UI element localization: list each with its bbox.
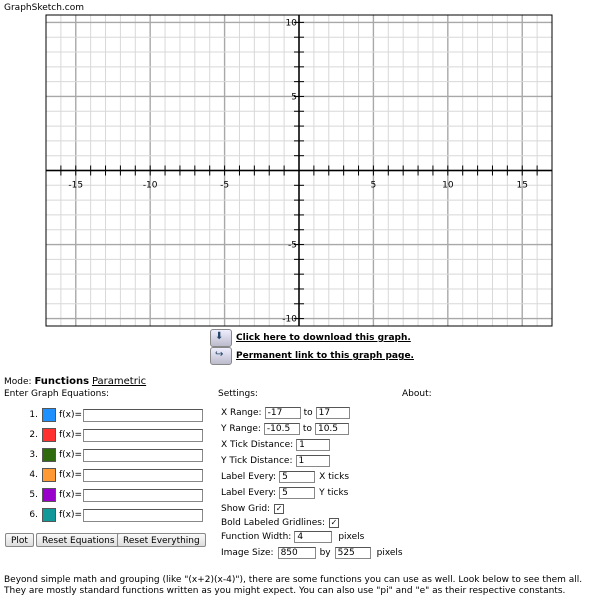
equation-input[interactable] [83,509,203,522]
function-width-label: Function Width: [221,532,292,542]
mode-parametric-link[interactable]: Parametric [91,376,147,387]
equation-row [22,427,203,443]
bold-grid-label: Bold Labeled Gridlines: [221,518,325,528]
color-swatch[interactable] [42,488,56,502]
download-row[interactable] [210,329,411,347]
fx-label: f(x)= [59,510,83,520]
function-width-input[interactable] [294,531,332,543]
x-ticks-suffix: X ticks [319,472,350,482]
x-tick-label: 10 [442,180,454,191]
image-width-input[interactable] [278,547,316,559]
equations-heading: Enter Graph Equations: [4,389,110,399]
y-tick-label: 5 [291,92,297,103]
label-every-x-input[interactable] [279,471,315,483]
help-text: Beyond simple math and grouping (like "(x+2)(x-4)"), there are some functions you can use as well. Look below to see them all. They are mostly standard functions written as you might expect. You can also use "pi" and "e" as their respective constants. [4,575,583,596]
y-tick-label: 10 [285,18,297,29]
settings-heading: Settings: [218,389,258,399]
y-tick-label: -5 [288,240,297,251]
equation-row [22,407,203,423]
equation-number: 3. [29,450,38,460]
fx-label: f(x)= [59,410,83,420]
show-grid-label: Show Grid: [221,504,271,514]
y-tick-label: Y Tick Distance: [221,456,293,466]
equation-input[interactable] [83,429,203,442]
x-tick-label: 5 [370,180,377,191]
function-width-unit: pixels [338,532,365,542]
image-height-input[interactable] [335,547,371,559]
equation-row [22,447,203,463]
plot-button[interactable]: Plot [5,533,34,547]
x-tick-label: X Tick Distance: [221,440,294,450]
label-every-x-label: Label Every: [221,472,277,482]
show-grid-row [221,502,284,516]
x-range-row [221,406,350,420]
fx-label: f(x)= [59,490,83,500]
x-min-input[interactable] [265,407,301,419]
equation-row [22,507,203,523]
x-tick-label: -10 [142,180,158,191]
equation-row [22,467,203,483]
equation-input[interactable] [83,409,203,422]
equation-row [22,487,203,503]
equation-number: 2. [29,430,38,440]
color-swatch[interactable] [42,448,56,462]
y-range-label: Y Range: [221,424,261,434]
x-tick-label: -5 [220,180,230,191]
mode-prefix: Mode: [4,377,32,387]
permalink-link[interactable]: Permanent link to this graph page. [236,351,414,361]
x-range-label: X Range: [221,408,262,418]
x-to-label: to [303,408,313,418]
label-every-y-row [221,486,348,500]
fx-label: f(x)= [59,470,83,480]
x-tick-label: -15 [68,180,84,191]
download-link[interactable]: Click here to download this graph. [236,333,411,343]
site-title: GraphSketch.com [4,3,85,13]
equation-input[interactable] [83,489,203,502]
image-size-row [221,546,403,560]
fx-label: f(x)= [59,450,83,460]
label-every-x-row [221,470,349,484]
y-tick-label: -10 [282,314,297,325]
mode-line [4,376,146,387]
equation-input[interactable] [83,449,203,462]
y-range-row [221,422,349,436]
function-width-row [221,530,364,544]
bold-grid-checkbox[interactable]: ✓ [330,518,338,527]
reset-everything-button[interactable]: Reset Everything [117,533,206,547]
permalink-row[interactable] [210,347,414,365]
bold-grid-row [221,516,339,530]
label-every-y-label: Label Every: [221,488,277,498]
equation-number: 5. [29,490,38,500]
y-ticks-suffix: Y ticks [319,488,349,498]
image-by-label: by [319,548,331,558]
y-tick-row [221,454,330,468]
about-heading: About: [402,389,432,399]
equation-number: 4. [29,470,38,480]
show-grid-checkbox[interactable]: ✓ [275,504,283,513]
x-tick-input[interactable] [296,439,330,451]
y-tick-input[interactable] [296,455,330,467]
color-swatch[interactable] [42,428,56,442]
y-to-label: to [302,424,312,434]
x-tick-row [221,438,330,452]
equation-input[interactable] [83,469,203,482]
image-size-label: Image Size: [221,548,274,558]
x-tick-label: 15 [516,180,528,191]
color-swatch[interactable] [42,408,56,422]
image-size-unit: pixels [376,548,403,558]
equation-number: 1. [29,410,38,420]
label-every-y-input[interactable] [279,487,315,499]
y-min-input[interactable] [264,423,300,435]
reset-equations-button[interactable]: Reset Equations [36,533,121,547]
color-swatch[interactable] [42,508,56,522]
y-max-input[interactable] [315,423,349,435]
equation-number: 6. [29,510,38,520]
x-max-input[interactable] [316,407,350,419]
mode-functions: Functions [34,376,90,387]
color-swatch[interactable] [42,468,56,482]
fx-label: f(x)= [59,430,83,440]
link-icon[interactable]: ↪ [210,347,232,365]
download-icon[interactable]: ⬇ [210,329,232,347]
